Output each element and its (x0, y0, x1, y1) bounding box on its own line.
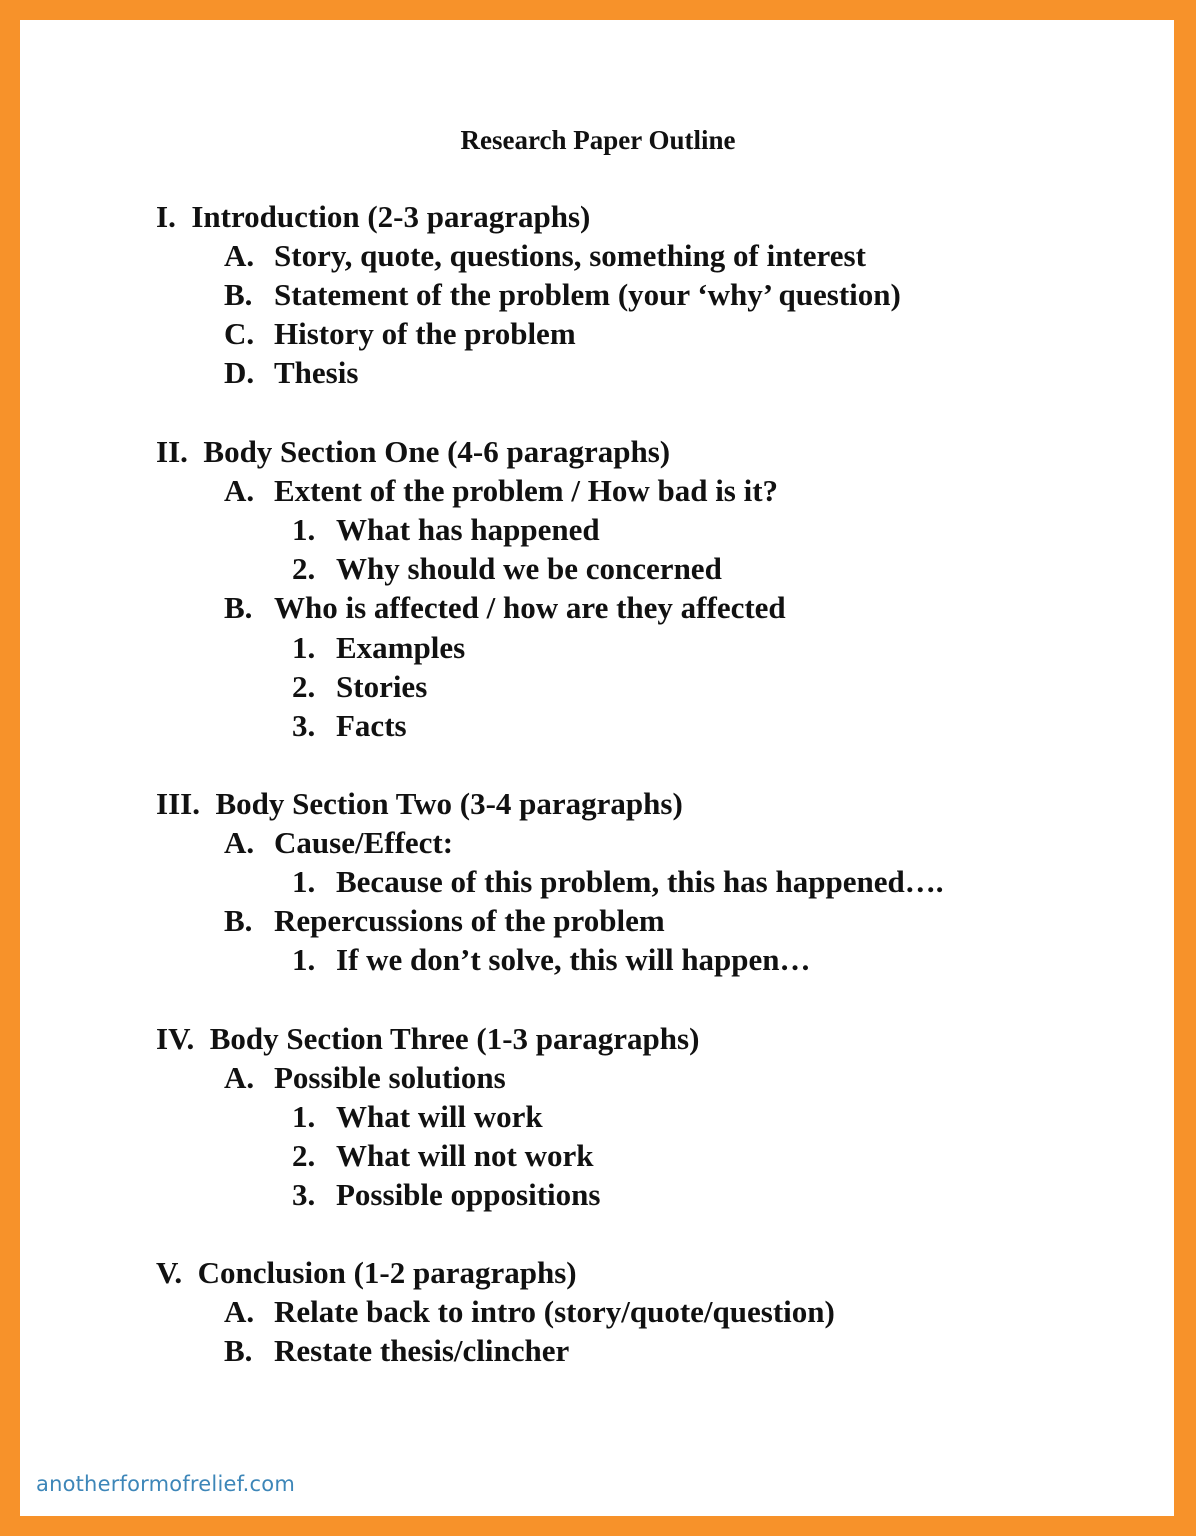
outline-item (224, 1293, 835, 1331)
subitem-number: 2. (292, 1138, 316, 1174)
subitem-text: Stories (336, 668, 428, 704)
subitem-text: What has happened (336, 512, 600, 548)
outline-subitem (292, 629, 465, 667)
subitem-number: 1. (292, 1099, 316, 1135)
section-numeral: I. (156, 199, 176, 234)
item-letter: B. (224, 277, 253, 313)
item-text: Who is affected / how are they affected (274, 590, 786, 626)
item-text: Story, quote, questions, something of interest (274, 238, 866, 274)
outline-subitem (292, 1098, 543, 1136)
section-heading-text: Introduction (2-3 paragraphs) (191, 199, 591, 234)
item-letter: C. (224, 316, 255, 352)
subitem-text: If we don’t solve, this will happen… (336, 942, 811, 978)
item-letter: D. (224, 355, 255, 391)
item-text: Statement of the problem (your ‘why’ question) (274, 277, 901, 313)
outline-subitem (292, 511, 600, 549)
section-numeral: II. (156, 434, 188, 469)
outline-subitem (292, 1176, 600, 1214)
section-heading-text: Conclusion (1-2 paragraphs) (197, 1255, 577, 1290)
item-text: History of the problem (274, 316, 576, 352)
subitem-number: 1. (292, 942, 316, 978)
item-letter: A. (224, 825, 255, 861)
outline-subitem (292, 707, 407, 745)
outline-item (224, 472, 778, 510)
subitem-text: What will not work (336, 1138, 594, 1174)
outline-subitem (292, 941, 811, 979)
subitem-number: 3. (292, 707, 316, 743)
section-numeral: V. (156, 1255, 183, 1290)
subitem-text: Why should we be concerned (336, 551, 722, 587)
section-heading (156, 198, 590, 236)
item-text: Thesis (274, 355, 359, 391)
section-heading (156, 785, 683, 823)
subitem-number: 1. (292, 629, 316, 665)
item-letter: A. (224, 473, 255, 509)
outline-subitem (292, 668, 427, 706)
subitem-number: 2. (292, 668, 316, 704)
outline-subitem (292, 863, 943, 901)
document-title: Research Paper Outline (460, 125, 736, 155)
item-letter: A. (224, 1060, 255, 1096)
outline-item (224, 824, 453, 862)
outline-item (224, 1059, 506, 1097)
item-text: Cause/Effect: (274, 825, 454, 861)
subitem-text: Possible oppositions (336, 1177, 601, 1213)
subitem-text: Because of this problem, this has happened…. (336, 864, 944, 900)
subitem-number: 2. (292, 551, 316, 587)
item-text: Possible solutions (274, 1060, 506, 1096)
subitem-number: 3. (292, 1177, 316, 1213)
outline-item (224, 1332, 569, 1370)
section-numeral: III. (156, 786, 200, 821)
outline-item (224, 237, 866, 275)
subitem-text: Facts (336, 707, 407, 743)
section-heading (156, 1020, 699, 1058)
section-heading-text: Body Section Three (1-3 paragraphs) (209, 1021, 700, 1056)
section-heading (156, 433, 670, 471)
section-heading (156, 1254, 577, 1292)
outline-subitem (292, 550, 722, 588)
item-text: Repercussions of the problem (274, 903, 665, 939)
item-text: Restate thesis/clincher (274, 1333, 570, 1369)
subitem-text: Examples (336, 629, 466, 665)
subitem-number: 1. (292, 864, 316, 900)
subitem-text: What will work (336, 1099, 543, 1135)
section-heading-text: Body Section One (4-6 paragraphs) (203, 434, 671, 469)
outline-item (224, 589, 786, 627)
section-heading-text: Body Section Two (3-4 paragraphs) (215, 786, 683, 821)
outline-item (224, 276, 901, 314)
subitem-number: 1. (292, 512, 316, 548)
item-letter: A. (224, 1294, 255, 1330)
outline-item (224, 902, 665, 940)
outline-item (224, 315, 576, 353)
item-text: Extent of the problem / How bad is it? (274, 473, 779, 509)
item-letter: A. (224, 238, 255, 274)
outline-subitem (292, 1137, 594, 1175)
watermark-text: anotherformofrelief.com (36, 1472, 295, 1496)
item-letter: B. (224, 903, 253, 939)
section-numeral: IV. (156, 1021, 195, 1056)
item-text: Relate back to intro (story/quote/question) (274, 1294, 835, 1330)
item-letter: B. (224, 1333, 253, 1369)
outline-item (224, 354, 358, 392)
item-letter: B. (224, 590, 253, 626)
